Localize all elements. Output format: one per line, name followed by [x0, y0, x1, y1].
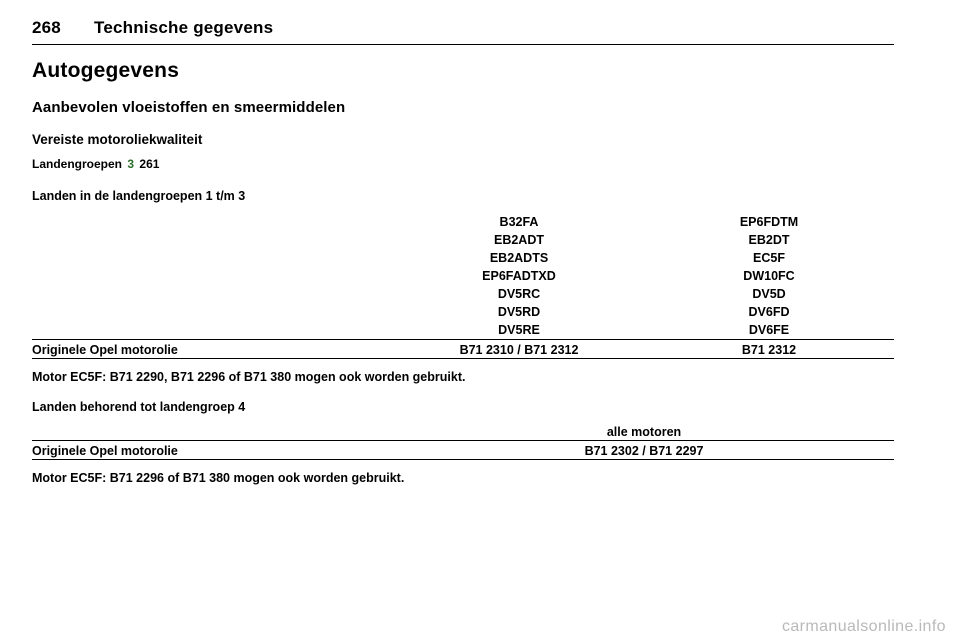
engine-code-right: DV5D [752, 287, 786, 301]
reference-arrow-icon: 3 [127, 157, 135, 171]
page-number: 268 [32, 18, 61, 37]
table-row [32, 303, 894, 321]
table-row [32, 321, 894, 340]
engine-code-mid: DV5RE [498, 323, 540, 337]
engine-code-mid: EB2ADTS [489, 251, 549, 265]
engine-code-mid: B32FA [499, 215, 539, 229]
table-row-oil-spec [32, 443, 894, 460]
cross-reference [32, 157, 894, 171]
table-divider [32, 460, 894, 463]
table-row [32, 213, 894, 231]
header-title: Technische gegevens [94, 18, 274, 37]
table-row [32, 267, 894, 285]
engine-code-mid: EP6FADTXD [482, 269, 556, 283]
table-row-header [32, 424, 894, 441]
engine-code-right: DV6FE [748, 323, 790, 337]
engine-code-mid: DV5RD [497, 305, 541, 319]
row-label [32, 285, 394, 303]
oil-spec-mid: B71 2310 / B71 2312 [459, 343, 579, 357]
row-label [32, 231, 394, 249]
row-label [32, 213, 394, 231]
cross-reference-page: 261 [139, 157, 160, 171]
row-label: Originele Opel motorolie [32, 444, 178, 458]
note-engine-ec5f-1: Motor EC5F: B71 2290, B71 2296 of B71 380 mogen ook worden gebruikt. [32, 370, 466, 384]
table-row-oil-spec [32, 342, 894, 359]
table-row [32, 285, 894, 303]
oil-spec-mid: B71 2302 / B71 2297 [584, 444, 704, 458]
engine-code-right: DW10FC [743, 269, 795, 283]
cross-reference-label: Landengroepen [32, 157, 123, 171]
row-label [32, 303, 394, 321]
page-content [32, 18, 894, 501]
engine-code-mid: DV5RC [497, 287, 541, 301]
subsection-heading-oil-quality: Vereiste motoroliekwaliteit [32, 132, 203, 147]
row-label [32, 249, 394, 267]
row-label: Originele Opel motorolie [32, 343, 178, 357]
table-row [32, 249, 894, 267]
table-row [32, 231, 894, 249]
engine-code-mid: EB2ADT [493, 233, 544, 247]
oil-spec-right: B71 2312 [741, 343, 797, 357]
header-divider [32, 44, 894, 45]
row-label [32, 424, 394, 441]
country-group-1-heading: Landen in de landengroepen 1 t/m 3 [32, 189, 246, 203]
row-label [32, 321, 394, 340]
table-divider [32, 359, 894, 362]
note-engine-ec5f-2: Motor EC5F: B71 2296 of B71 380 mogen ook worden gebruikt. [32, 471, 405, 485]
engine-code-right: EB2DT [748, 233, 790, 247]
engine-code-right: EC5F [753, 251, 785, 265]
all-engines-label: alle motoren [606, 425, 682, 439]
engine-code-right: DV6FD [748, 305, 790, 319]
row-label [32, 267, 394, 285]
section-heading-fluids: Aanbevolen vloeistoffen en smeermiddelen [32, 99, 346, 116]
watermark: carmanualsonline.info [781, 618, 946, 635]
oil-spec-table-2 [32, 424, 894, 462]
page-header [32, 18, 894, 44]
country-group-4-heading: Landen behorend tot landengroep 4 [32, 400, 246, 414]
engine-code-right: EP6FDTM [739, 215, 799, 229]
oil-spec-table-1 [32, 213, 894, 361]
page-title: Autogegevens [32, 59, 180, 82]
